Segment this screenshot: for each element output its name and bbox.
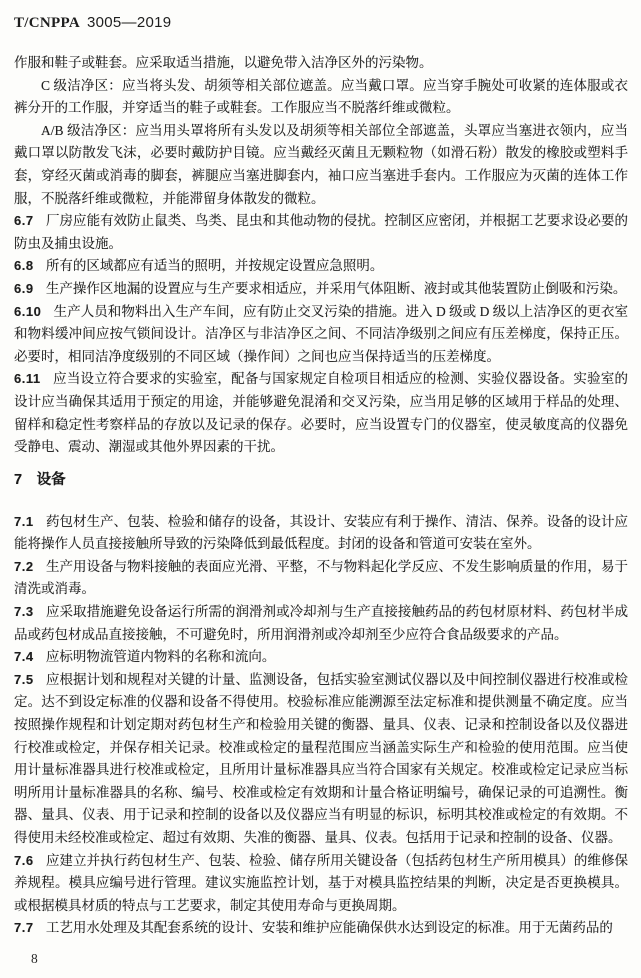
clause-7-3 (14, 601, 628, 646)
paragraph-continuation: 作服和鞋子或鞋套。应采取适当措施，以避免带入洁净区外的污染物。 (14, 55, 433, 70)
clause-text: 所有的区域都应有适当的照明，并按规定设置应急照明。 (45, 258, 384, 274)
clause-number: 7.4 (14, 649, 34, 665)
clause-6-11 (14, 368, 628, 458)
clause-text: 生产人员和物料出入生产车间，应有防止交叉污染的措施。进入 D 级或 D 级以上洁净区的更衣室和物料缓冲间应按气锁间设计。洁净区与非洁净区之间、不同洁净级别之间应有压差梯度，保持正压。必要时，相同洁净度级别的不同区域（操作间）之间也应当保持适当的压差梯度。 (14, 303, 628, 364)
clause-text: 应根据计划和规程对关键的计量、监测设备，包括实验室测试仪器以及中间控制仪器进行校准或检定。达不到设定标准的仪器和设备不得使用。校验标准应能溯源至法定标准和提供测量不确定度。应当按照操作规程和计划定期对药包材生产和检验用关键的衡器、量具、仪表、记录和控制设备以及仪器进行校准或检定，并保存相关记录。校准或检定的量程范围应当涵盖实际生产和检验的使用范围。应当使用计量标准器具进行校准或检定，且所用计量标准器具应当符合国家有关规定。校准或检定记录应当标明所用计量标准器具的名称、编号、校准或检定有效期和计量合格证明编号，确保记录的可追溯性。衡器、量具、仪表、用于记录和控制的设备以及仪器应当有明显的标识，标明其校准或检定的有效期。不得使用未经校准或检定、超过有效期、失准的衡器、量具、仪表。包括用于记录和控制的设备、仪器。 (14, 671, 628, 845)
document-header (14, 14, 628, 32)
clause-text: 药包材生产、包装、检验和储存的设备，其设计、安装应有利于操作、清洁、保养。设备的设计应能将操作人员直接接触所导致的污染降低到最低程度。封闭的设备和管道可安装在室外。 (14, 513, 628, 552)
clause-6-9 (14, 278, 628, 301)
standard-number: 3005—2019 (86, 14, 172, 31)
clause-number: 7.3 (14, 604, 34, 620)
section-7-heading (14, 471, 628, 489)
clause-text: 工艺用水处理及其配套系统的设计、安装和维护应能确保供水达到设定的标准。用于无菌药品的 (45, 920, 613, 936)
clause-6-8 (14, 255, 628, 278)
clause-number: 6.9 (14, 280, 34, 296)
clause-7-5 (14, 669, 628, 850)
clause-text: 应标明物流管道内物料的名称和流向。 (45, 649, 276, 665)
clause-number: 6.11 (14, 371, 41, 387)
clause-7-2 (14, 556, 628, 601)
clause-text: 厂房应能有效防止鼠类、鸟类、昆虫和其他动物的侵扰。控制区应密闭，并根据工艺要求设必要的防虫及捕虫设施。 (14, 213, 628, 251)
clause-number: 7.5 (14, 671, 34, 687)
page-number: 8 (31, 951, 38, 966)
document-body (14, 52, 628, 940)
clause-text: 生产操作区地漏的设置应与生产要求相适应，并采用气体阻断、液封或其他装置防止倒吸和污染。 (45, 280, 627, 296)
clause-number: 7.1 (14, 513, 34, 529)
clause-number: 6.8 (14, 258, 34, 274)
clause-text: 应采取措施避免设备运行所需的润滑剂或冷却剂与生产直接接触药品的药包材原材料、药包材半成品或药包材成品直接接触，不可避免时，所用润滑剂或冷却剂至少应符合食品级要求的产品。 (14, 604, 628, 642)
clause-6-10 (14, 301, 628, 369)
paragraph-grade-c: C 级洁净区：应当将头发、胡须等相关部位遮盖。应当戴口罩。应当穿手腕处可收紧的连体服或衣裤分开的工作服，并穿适当的鞋子或鞋套。工作服应当不脱落纤维或微粒。 (14, 77, 628, 116)
clause-number: 6.7 (14, 213, 34, 229)
clause-number: 7.7 (14, 920, 34, 936)
clause-7-1 (14, 511, 628, 556)
section-number: 7 (14, 471, 23, 488)
clause-7-4 (14, 646, 628, 669)
clause-7-7 (14, 917, 628, 940)
section-title: 设备 (36, 471, 66, 488)
clause-text: 应建立并执行药包材生产、包装、检验、储存所用关键设备（包括药包材生产所用模具）的维修保养规程。模具应编号进行管理。建议实施监控计划，基于对模具监控结果的判断，决定是否更换模具。或根据模具材质的特点与工艺要求，制定其使用寿命与更换周期。 (14, 852, 628, 913)
clause-number: 7.2 (14, 558, 34, 574)
standard-code: T/CNPPA (14, 15, 80, 31)
paragraph-grade-ab: A/B 级洁净区：应当用头罩将所有头发以及胡须等相关部位全部遮盖，头罩应当塞进衣领内，应当戴口罩以防散发飞沫，必要时戴防护目镜。应当戴经灭菌且无颗粒物（如滑石粉）散发的橡胶或塑料手套，穿经灭菌或消毒的脚套，裤腿应当塞进脚套内，袖口应当塞进手套内。工作服应为灭菌的连体工作服，不脱落纤维或微粒，并能滞留身体散发的微粒。 (14, 122, 628, 206)
clause-text: 应当设立符合要求的实验室，配备与国家规定自检项目相适应的检测、实验仪器设备。实验室的设计应当确保其适用于预定的用途，并能够避免混淆和交叉污染，应当用足够的区域用于样品的处理、留样和稳定性考察样品的存放以及记录的保存。必要时，应当设置专门的仪器室，使灵敏度高的仪器免受静电、震动、潮湿或其他外界因素的干扰。 (14, 371, 628, 455)
clause-number: 6.10 (14, 303, 42, 319)
clause-number: 7.6 (14, 852, 34, 868)
clause-text: 生产用设备与物料接触的表面应光滑、平整，不与物料起化学反应、不发生影响质量的作用，易于清洗或消毒。 (14, 558, 628, 597)
clause-6-7 (14, 210, 628, 255)
clause-7-6 (14, 850, 628, 918)
